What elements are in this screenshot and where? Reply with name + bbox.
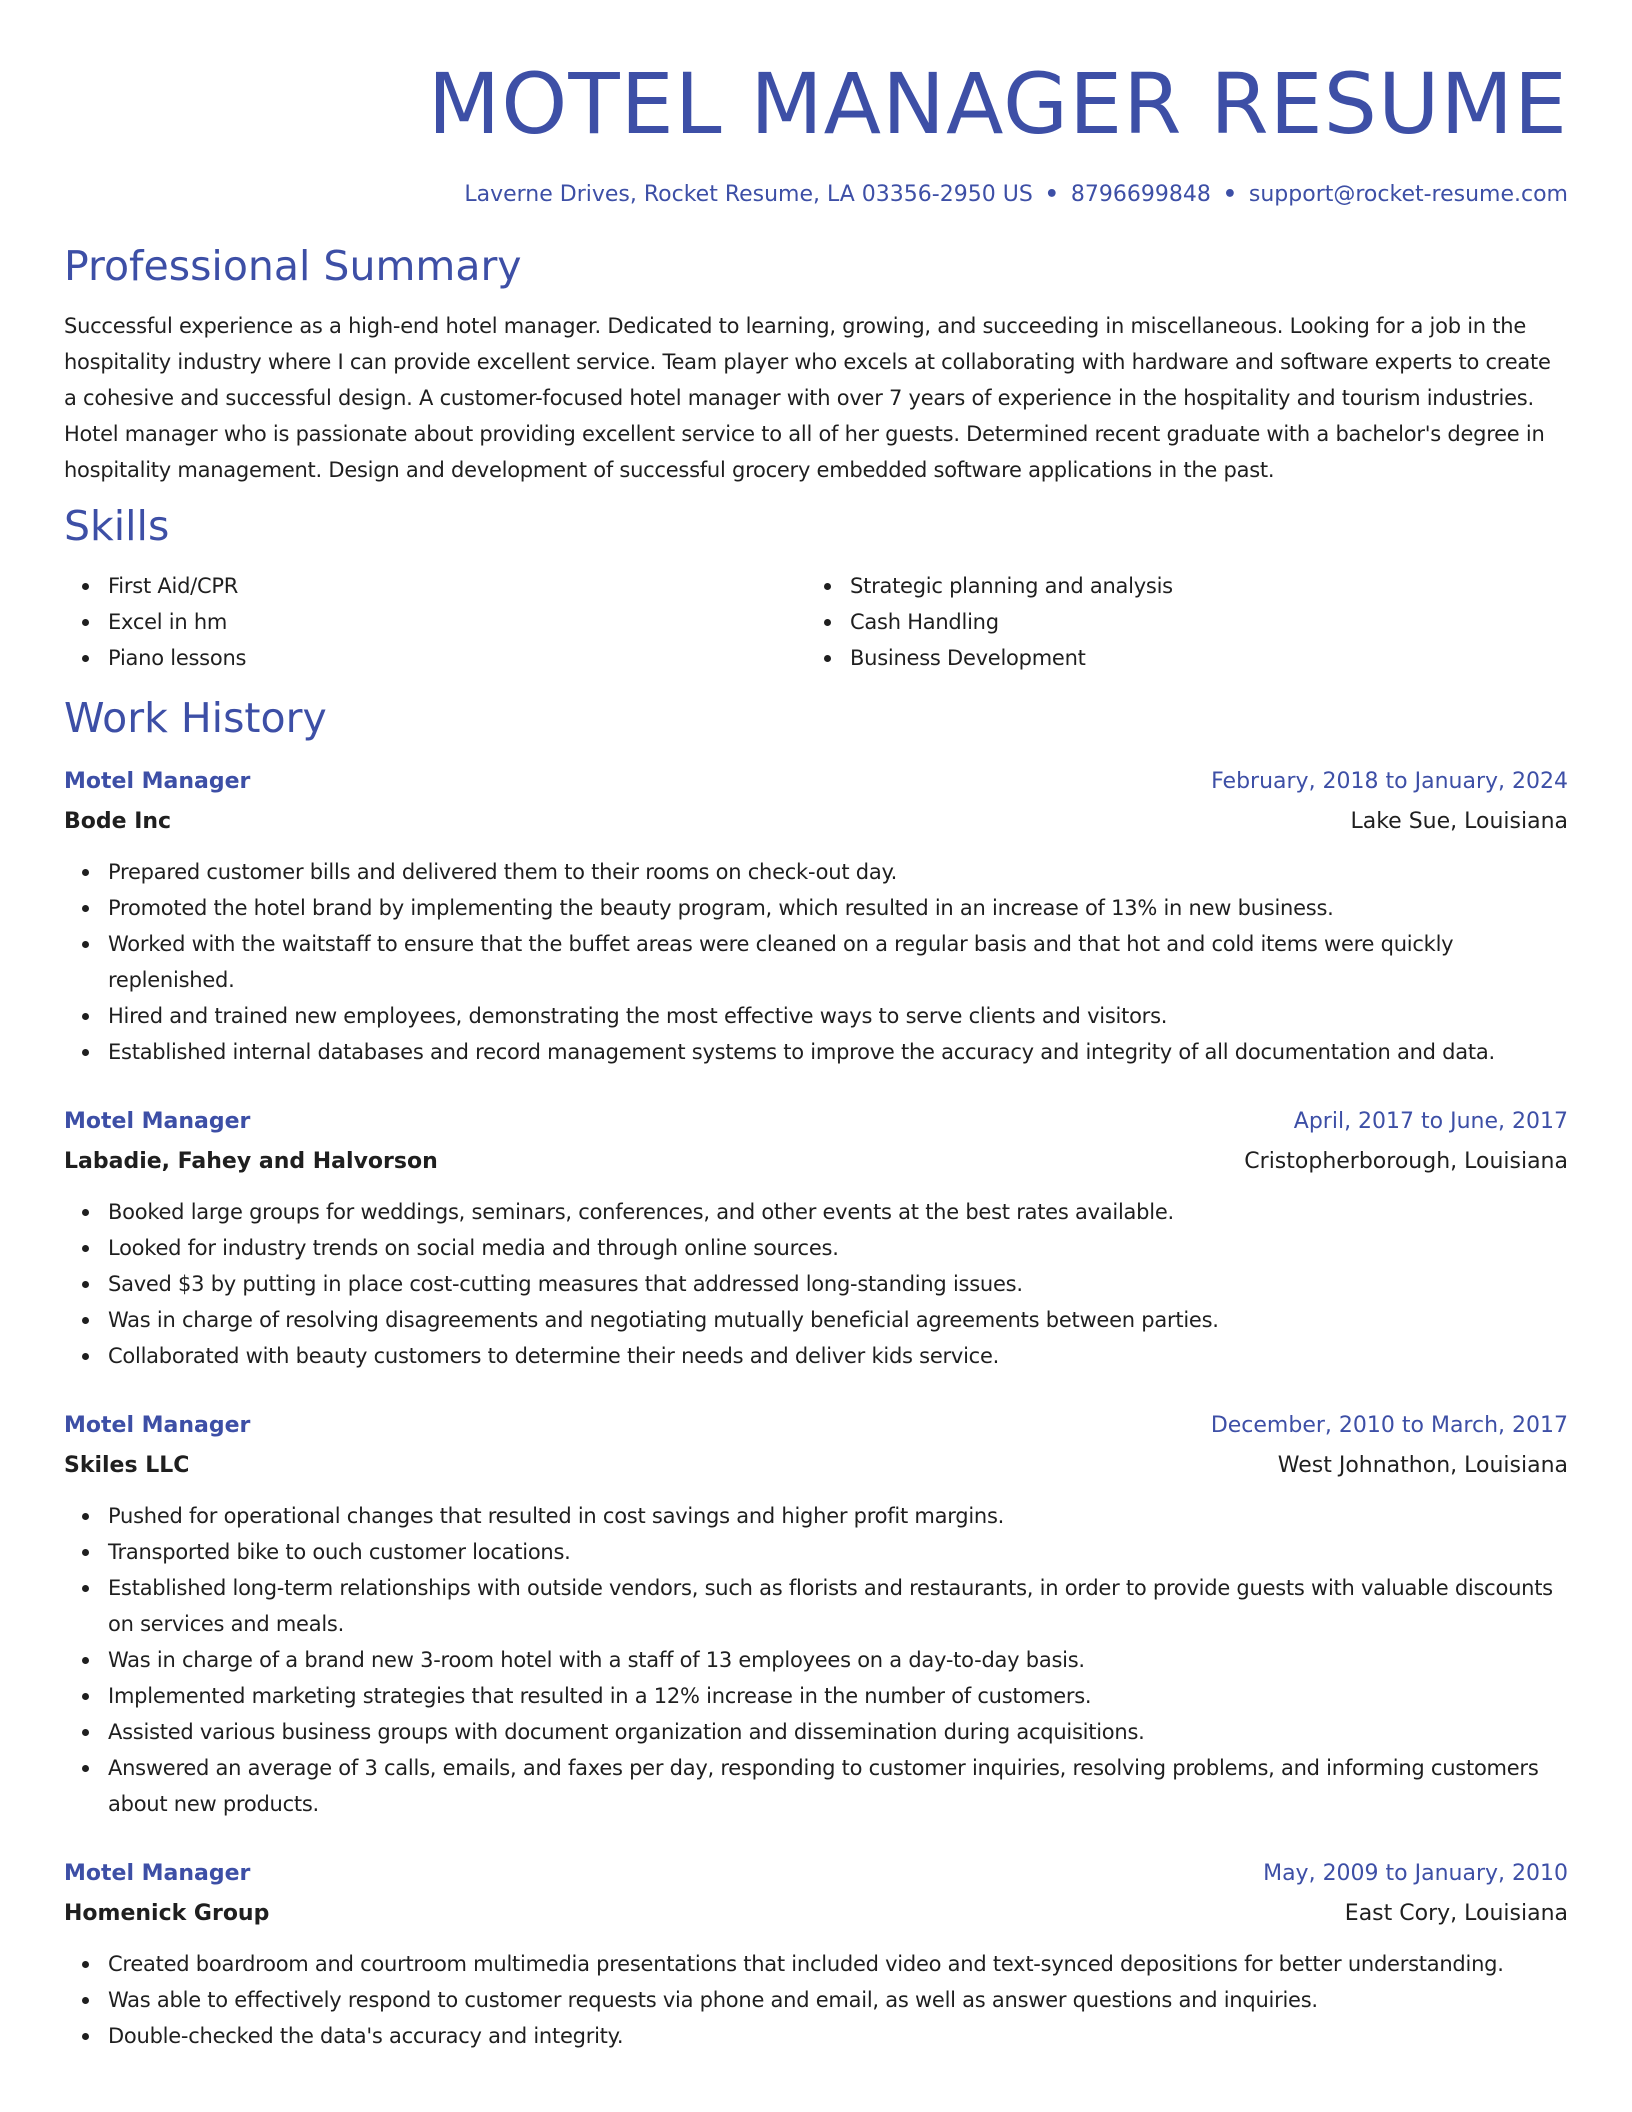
list-item: Piano lessons — [108, 640, 806, 676]
skills-list-left — [64, 568, 806, 676]
job-subheader — [64, 1448, 1568, 1484]
jobs-list — [64, 764, 1568, 2054]
list-item: Promoted the hotel brand by implementing the beauty program, which resulted in an increase of 13% in new business. — [108, 890, 1568, 926]
list-item: Business Development — [850, 640, 1548, 676]
contact-phone[interactable]: 8796699848 — [1070, 182, 1211, 207]
contact-separator: • — [1044, 182, 1059, 207]
list-item: Created boardroom and courtroom multimedia presentations that included video and text-synced depositions for better understanding. — [108, 1946, 1568, 1982]
job-location: Cristopherborough, Louisiana — [1244, 1149, 1568, 1174]
job-entry — [64, 1856, 1568, 2054]
job-location: West Johnathon, Louisiana — [1277, 1453, 1568, 1478]
list-item: Excel in hm — [108, 604, 806, 640]
job-title: Motel Manager — [64, 1109, 251, 1134]
list-item: First Aid/CPR — [108, 568, 806, 604]
section-heading: Skills — [64, 502, 170, 550]
skills-section — [64, 502, 1568, 676]
job-dates: February, 2018 to January, 2024 — [1211, 769, 1568, 794]
list-item: Strategic planning and analysis — [850, 568, 1548, 604]
list-item: Implemented marketing strategies that resulted in a 12% increase in the number of customers. — [108, 1678, 1568, 1714]
job-bullets — [64, 854, 1568, 1070]
section-heading: Professional Summary — [64, 242, 522, 290]
list-item: Answered an average of 3 calls, emails, and faxes per day, responding to customer inquiries, resolving problems, and informing customers about new products. — [108, 1750, 1568, 1822]
job-dates: April, 2017 to June, 2017 — [1293, 1109, 1568, 1134]
list-item: Collaborated with beauty customers to determine their needs and deliver kids service. — [108, 1338, 1568, 1374]
section-heading: Work History — [64, 694, 327, 742]
list-item: Double-checked the data's accuracy and integrity. — [108, 2018, 1568, 2054]
job-company: Labadie, Fahey and Halvorson — [64, 1149, 438, 1174]
contact-line — [64, 180, 1568, 210]
job-title: Motel Manager — [64, 1861, 251, 1886]
list-item: Assisted various business groups with document organization and dissemination during acquisitions. — [108, 1714, 1568, 1750]
list-item: Was in charge of resolving disagreements and negotiating mutually beneficial agreements between parties. — [108, 1302, 1568, 1338]
resume-title: MOTEL MANAGER RESUME — [427, 55, 1568, 153]
job-company: Skiles LLC — [64, 1453, 190, 1478]
list-item: Prepared customer bills and delivered them to their rooms on check-out day. — [108, 854, 1568, 890]
job-subheader — [64, 804, 1568, 840]
list-item: Saved $3 by putting in place cost-cutting measures that addressed long-standing issues. — [108, 1266, 1568, 1302]
list-item: Established long-term relationships with outside vendors, such as florists and restaurants, in order to provide guests with valuable discounts on services and meals. — [108, 1570, 1568, 1642]
resume-page — [64, 0, 1568, 2054]
list-item: Transported bike to ouch customer locations. — [108, 1534, 1568, 1570]
job-company: Bode Inc — [64, 809, 172, 834]
job-dates: December, 2010 to March, 2017 — [1210, 1413, 1568, 1438]
job-entry — [64, 1408, 1568, 1822]
job-subheader — [64, 1144, 1568, 1180]
job-entry — [64, 764, 1568, 1070]
job-location: East Cory, Louisiana — [1344, 1901, 1568, 1926]
job-dates: May, 2009 to January, 2010 — [1263, 1861, 1568, 1886]
job-title: Motel Manager — [64, 769, 251, 794]
list-item: Established internal databases and record management systems to improve the accuracy and integrity of all documentation and data. — [108, 1034, 1568, 1070]
professional-summary-section — [64, 242, 1568, 488]
skills-grid — [64, 568, 1568, 676]
list-item: Worked with the waitstaff to ensure that the buffet areas were cleaned on a regular basis and that hot and cold items were quickly replenished. — [108, 926, 1568, 998]
job-company: Homenick Group — [64, 1901, 270, 1926]
list-item: Was in charge of a brand new 3-room hotel with a staff of 13 employees on a day-to-day basis. — [108, 1642, 1568, 1678]
list-item: Booked large groups for weddings, seminars, conferences, and other events at the best rates available. — [108, 1194, 1568, 1230]
list-item: Cash Handling — [850, 604, 1548, 640]
job-bullets — [64, 1194, 1568, 1374]
job-header — [64, 1408, 1568, 1444]
job-bullets — [64, 1946, 1568, 2054]
work-history-section — [64, 694, 1568, 2054]
job-header — [64, 1856, 1568, 1892]
job-entry — [64, 1104, 1568, 1374]
summary-text: Successful experience as a high-end hotel manager. Dedicated to learning, growing, and succeeding in miscellaneous. Looking for a job in the hospitality industry where I can provide excellent service. Team player who excels at collaborating with hardware and software experts to create a cohesive and successful design. A customer-focused hotel manager with over 7 years of experience in the hospitality and tourism industries. Hotel manager who is passionate about providing excellent service to all of her guests. Determined recent graduate with a bachelor's degree in hospitality management. Design and development of successful grocery embedded software applications in the past. — [64, 314, 1551, 482]
list-item: Was able to effectively respond to customer requests via phone and email, as well as answer questions and inquiries. — [108, 1982, 1568, 2018]
skills-list-right — [806, 568, 1548, 676]
contact-address: Laverne Drives, Rocket Resume, LA 03356-2950 US — [464, 182, 1033, 207]
job-header — [64, 1104, 1568, 1140]
contact-separator: • — [1222, 182, 1237, 207]
job-bullets — [64, 1498, 1568, 1822]
job-header — [64, 764, 1568, 800]
list-item: Hired and trained new employees, demonstrating the most effective ways to serve clients and visitors. — [108, 998, 1568, 1034]
job-subheader — [64, 1896, 1568, 1932]
list-item: Pushed for operational changes that resulted in cost savings and higher profit margins. — [108, 1498, 1568, 1534]
contact-email[interactable]: support@rocket-resume.com — [1248, 182, 1568, 207]
job-location: Lake Sue, Louisiana — [1350, 809, 1568, 834]
job-title: Motel Manager — [64, 1413, 251, 1438]
list-item: Looked for industry trends on social media and through online sources. — [108, 1230, 1568, 1266]
